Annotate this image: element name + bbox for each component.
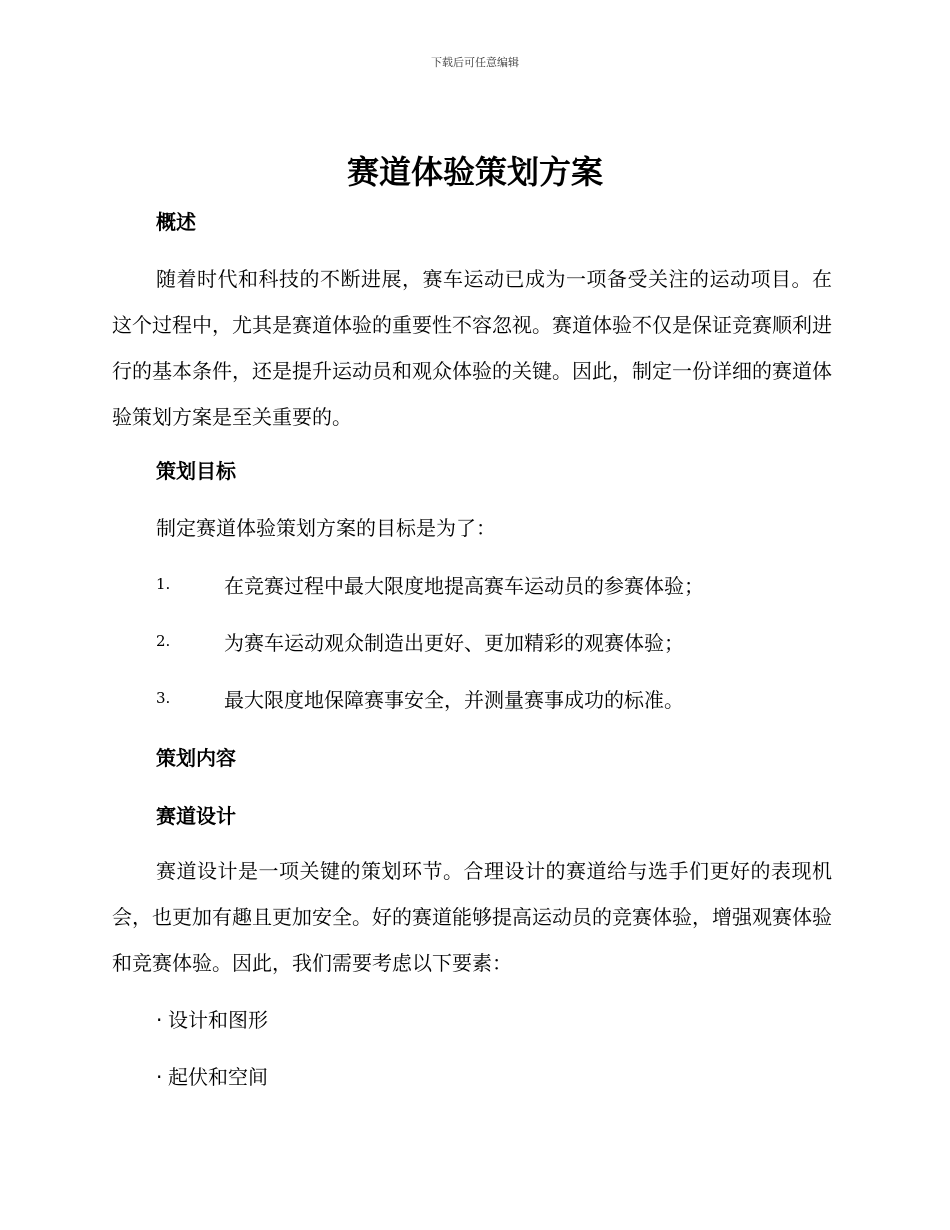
page-header: 下载后可任意编辑 xyxy=(431,56,519,69)
overview-heading: 概述 xyxy=(156,210,196,234)
bullet-text: 设计和图形 xyxy=(168,1008,268,1032)
design-paragraph: 赛道设计是一项关键的策划环节。合理设计的赛道给与选手们更好的表现机会，也更加有趣且更加安全。好的赛道能够提高运动员的竞赛体验，增强观赛体验和竞赛体验。因此，我们需要考虑以下要素： xyxy=(112,859,832,975)
list-item xyxy=(156,686,856,714)
list-number: 3. xyxy=(156,689,171,707)
list-item xyxy=(156,629,856,657)
design-heading: 赛道设计 xyxy=(156,804,236,828)
bullet-mark: · xyxy=(156,1008,163,1032)
bullet-mark: · xyxy=(156,1065,163,1089)
list-number: 1. xyxy=(156,575,171,593)
list-item xyxy=(156,572,856,600)
goals-heading: 策划目标 xyxy=(156,459,236,483)
overview-paragraph: 随着时代和科技的不断进展，赛车运动已成为一项备受关注的运动项目。在这个过程中，尤其是赛道体验的重要性不容忽视。赛道体验不仅是保证竞赛顺利进行的基本条件，还是提升运动员和观众体验的关键。因此，制定一份详细的赛道体验策划方案是至关重要的。 xyxy=(112,267,832,429)
goals-intro: 制定赛道体验策划方案的目标是为了： xyxy=(156,516,496,540)
document-title: 赛道体验策划方案 xyxy=(346,153,603,191)
bullet-text: 起伏和空间 xyxy=(168,1065,268,1089)
content-heading: 策划内容 xyxy=(156,746,236,770)
list-text: 为赛车运动观众制造出更好、更加精彩的观赛体验； xyxy=(224,631,684,655)
list-text: 在竞赛过程中最大限度地提高赛车运动员的参赛体验； xyxy=(224,574,704,598)
list-number: 2. xyxy=(156,632,171,650)
list-text: 最大限度地保障赛事安全，并测量赛事成功的标准。 xyxy=(224,688,684,712)
bullet-item xyxy=(156,1006,268,1034)
bullet-item xyxy=(156,1063,268,1091)
